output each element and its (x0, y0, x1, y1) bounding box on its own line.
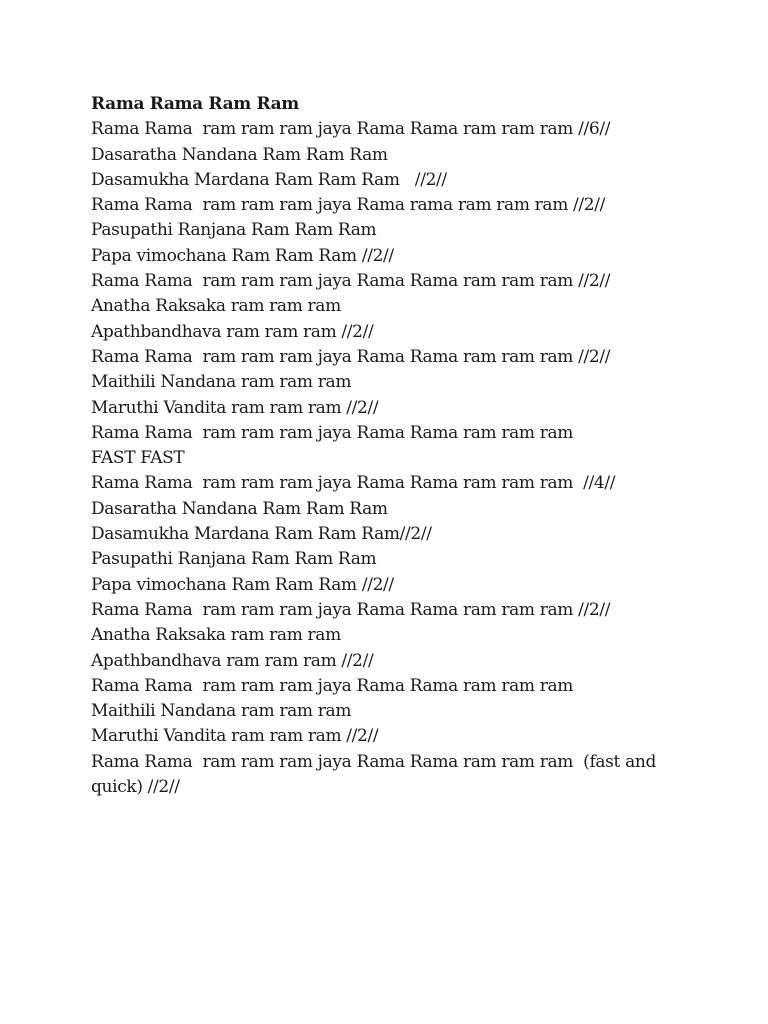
lyric-line: Apathbandhava ram ram ram //2// (91, 650, 374, 671)
lyric-line: Maithili Nandana ram ram ram (91, 701, 352, 722)
document-title: Rama Rama Ram Ram (91, 94, 299, 114)
lyric-line: Rama Rama ram ram ram jaya Rama Rama ram ram ram //6// (91, 119, 611, 140)
lyric-line: Rama Rama ram ram ram jaya Rama Rama ram ram ram (91, 675, 574, 696)
lyric-line: Rama Rama ram ram ram jaya Rama Rama ram ram ram (91, 422, 574, 443)
lyric-line: Pasupathi Ranjana Ram Ram Ram (91, 220, 377, 241)
document-body (91, 92, 691, 800)
lyric-line: Dasaratha Nandana Ram Ram Ram (91, 144, 388, 165)
lyric-line: Anatha Raksaka ram ram ram (91, 625, 341, 646)
lyrics-lines (91, 117, 691, 800)
lyric-line: Dasaratha Nandana Ram Ram Ram (91, 498, 388, 519)
lyric-line: Rama Rama ram ram ram jaya Rama Rama ram ram ram //2// (91, 271, 611, 292)
lyric-line: Rama Rama ram ram ram jaya Rama Rama ram ram ram (fast and (91, 751, 656, 772)
lyric-line: Maruthi Vandita ram ram ram //2// (91, 726, 379, 747)
lyric-line: Rama Rama ram ram ram jaya Rama Rama ram ram ram //4// (91, 473, 616, 494)
lyric-line: Rama Rama ram ram ram jaya Rama Rama ram ram ram //2// (91, 599, 611, 620)
lyric-line: Rama Rama ram ram ram jaya Rama rama ram ram ram //2// (91, 195, 606, 216)
lyric-line: Anatha Raksaka ram ram ram (91, 296, 341, 317)
lyric-line: quick) //2// (91, 777, 180, 798)
lyric-line: FAST FAST (91, 448, 185, 469)
lyric-line: Papa vimochana Ram Ram Ram //2// (91, 245, 394, 266)
lyric-line: Dasamukha Mardana Ram Ram Ram//2// (91, 524, 432, 545)
lyric-line: Papa vimochana Ram Ram Ram //2// (91, 574, 394, 595)
lyric-line: Dasamukha Mardana Ram Ram Ram //2// (91, 169, 447, 190)
lyric-line: Maithili Nandana ram ram ram (91, 372, 352, 393)
lyric-line: Maruthi Vandita ram ram ram //2// (91, 397, 379, 418)
lyric-line: Apathbandhava ram ram ram //2// (91, 321, 374, 342)
lyric-line: Rama Rama ram ram ram jaya Rama Rama ram ram ram //2// (91, 346, 611, 367)
lyric-line: Pasupathi Ranjana Ram Ram Ram (91, 549, 377, 570)
